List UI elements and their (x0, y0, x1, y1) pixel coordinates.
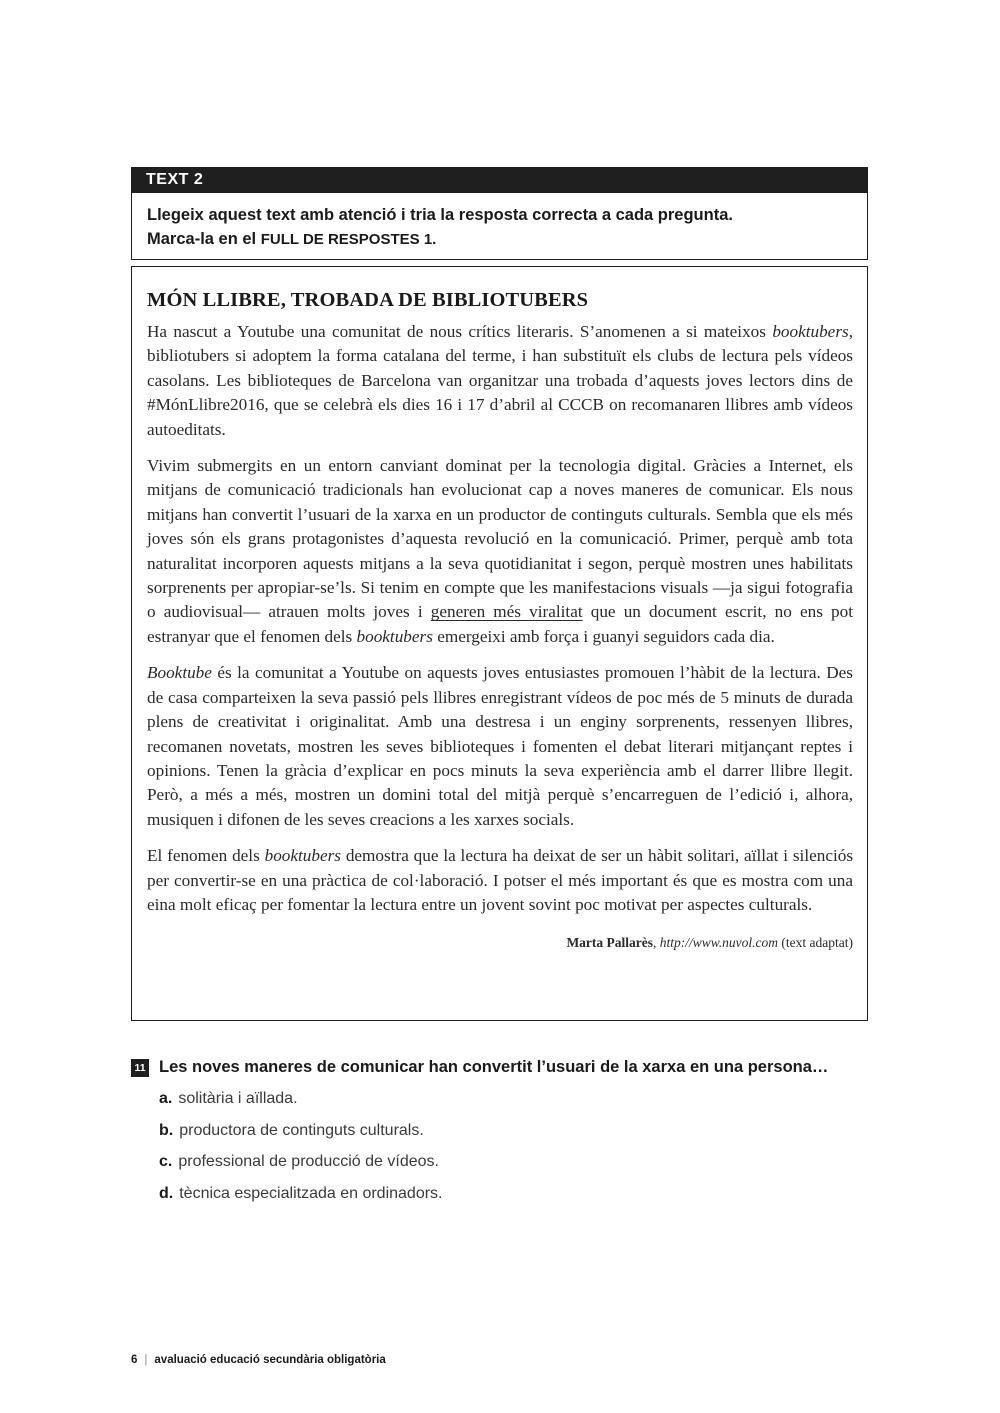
paragraph-3 (147, 661, 853, 832)
instruction-line-1: Llegeix aquest text amb atenció i tria la resposta correcta a cada pregunta. (147, 206, 733, 224)
option-a[interactable] (159, 1083, 871, 1115)
paragraph-1-text-b: , bibliotubers si adoptem la forma catalana del terme, i han substituït els clubs de lectura pels vídeos casolans. Les biblioteques de Barcelona van organitzar una trobada d’aquests joves lectors dins de #MónLlibre2016, que se celebrà els dies 16 i 17 d’abril al CCCB on recomanaren llibres amb vídeos autoeditats. (147, 322, 853, 439)
option-text: professional de producció de vídeos. (178, 1153, 439, 1170)
paragraph-2-text-c: emergeixi amb força i guanyi seguidors cada dia. (432, 626, 775, 646)
article-title: MÓN LLIBRE, TROBADA DE BIBLIOTUBERS (147, 289, 589, 311)
answer-options (159, 1083, 871, 1209)
source-url: http://www.nuvol.com (659, 935, 779, 951)
page-number: 6 (131, 1354, 138, 1366)
question-number: 11 (131, 1059, 149, 1077)
paragraph-4-emphasis: booktubers (264, 846, 341, 866)
option-letter: d. (159, 1184, 174, 1202)
option-text: solitària i aïllada. (178, 1090, 298, 1107)
source-separator: , (653, 935, 660, 951)
answer-sheet-name: FULL DE RESPOSTES 1. (260, 231, 437, 248)
paragraph-3-emphasis: Booktube (147, 663, 212, 683)
paragraph-4-text-a: El fenomen dels (147, 846, 265, 866)
question-text: Les noves maneres de comunicar han convertit l’usuari de la xarxa en una persona… (159, 1058, 829, 1076)
footer-separator: | (144, 1354, 148, 1366)
source-note: (text adaptat) (778, 935, 853, 951)
source-author: Marta Pallarès (566, 935, 654, 951)
option-letter: b. (159, 1121, 174, 1139)
instruction-line-2-prefix: Marca-la en el (147, 230, 261, 248)
option-text: productora de continguts culturals. (179, 1121, 424, 1139)
section-label: TEXT 2 (131, 167, 868, 193)
paragraph-2-text-a: Vivim submergits en un entorn canviant dominat per la tecnologia digital. Gràcies a Internet, els mitjans de comunicació tradicionals han evolucionat cap a noves maneres de comunicar. Els nous mitjans han convertit l’usuari de la xarxa en un productor de continguts culturals. Sembla que els més joves són els grans protagonistes d’aquesta revolució en la comunicació. Primer, perquè amb tota naturalitat incorporen aquests mitjans a la seva quotidianitat i segon, perquè mostren unes habilitats sorprenents per apropiar-se’ls. Si tenim en compte que les manifestacions visuals —ja sigui fotografia o audiovisual— atrauen molts joves i (147, 456, 853, 622)
footer-title: avaluació educació secundària obligatòria (154, 1354, 386, 1366)
paragraph-1-emphasis: booktubers (772, 322, 849, 341)
option-letter: a. (159, 1090, 173, 1107)
paragraph-3-text-a: és la comunitat a Youtube on aquests joves entusiastes promouen l’hàbit de la lectura. Des de casa comparteixen la seva passió pels llibres enregistrant vídeos de poc més de 5 minuts de durada plens de creativitat i originalitat. Amb una destresa i un enginy sorprenents, ressenyen llibres, recomanen novetats, mostren les seves biblioteques i fomenten el debat literari mitjançant reptes i opinions. Tenen la gràcia d’explicar en pocs minuts la seva experiència amb el darrer llibre llegit. Però, a més a més, mostren un domini total del mitjà perquè s’encarreguen de l’edició i, alhora, musiquen i difonen de les seves creacions a les xarxes socials. (147, 663, 853, 829)
paragraph-2-text-b: que un document escrit, no ens pot estranyar que el fenomen dels (147, 602, 854, 646)
option-text: tècnica especialitzada en ordinadors. (179, 1184, 443, 1202)
paragraph-2-emphasis: booktubers (356, 626, 433, 646)
underlined-phrase: generen més viralitat (430, 602, 583, 622)
source-citation (147, 935, 853, 951)
question-header (131, 1058, 871, 1077)
instructions-box (131, 193, 868, 260)
paragraph-4-text-b: demostra que la lectura ha deixat de ser un hàbit solitari, aïllat i silenciós per convertir-se en una pràctica de col·laboració. I potser el més important és que es mostra com una eina molt eficaç per fomentar la lectura entre un jovent sovint poc motivat per aspectes culturals. (147, 846, 854, 914)
paragraph-1 (147, 320, 853, 442)
paragraph-1-text-a: Ha nascut a Youtube una comunitat de nous crítics literaris. S’anomenen a si mateixos (147, 322, 773, 341)
option-b[interactable] (159, 1115, 871, 1147)
page-footer (131, 1354, 386, 1366)
option-d[interactable] (159, 1178, 871, 1210)
paragraph-4 (147, 844, 853, 917)
article-box (131, 266, 868, 1021)
paragraph-2 (147, 454, 853, 649)
instruction-line-2 (147, 227, 867, 252)
question-11 (131, 1058, 871, 1209)
option-letter: c. (159, 1153, 173, 1170)
option-c[interactable] (159, 1146, 871, 1178)
